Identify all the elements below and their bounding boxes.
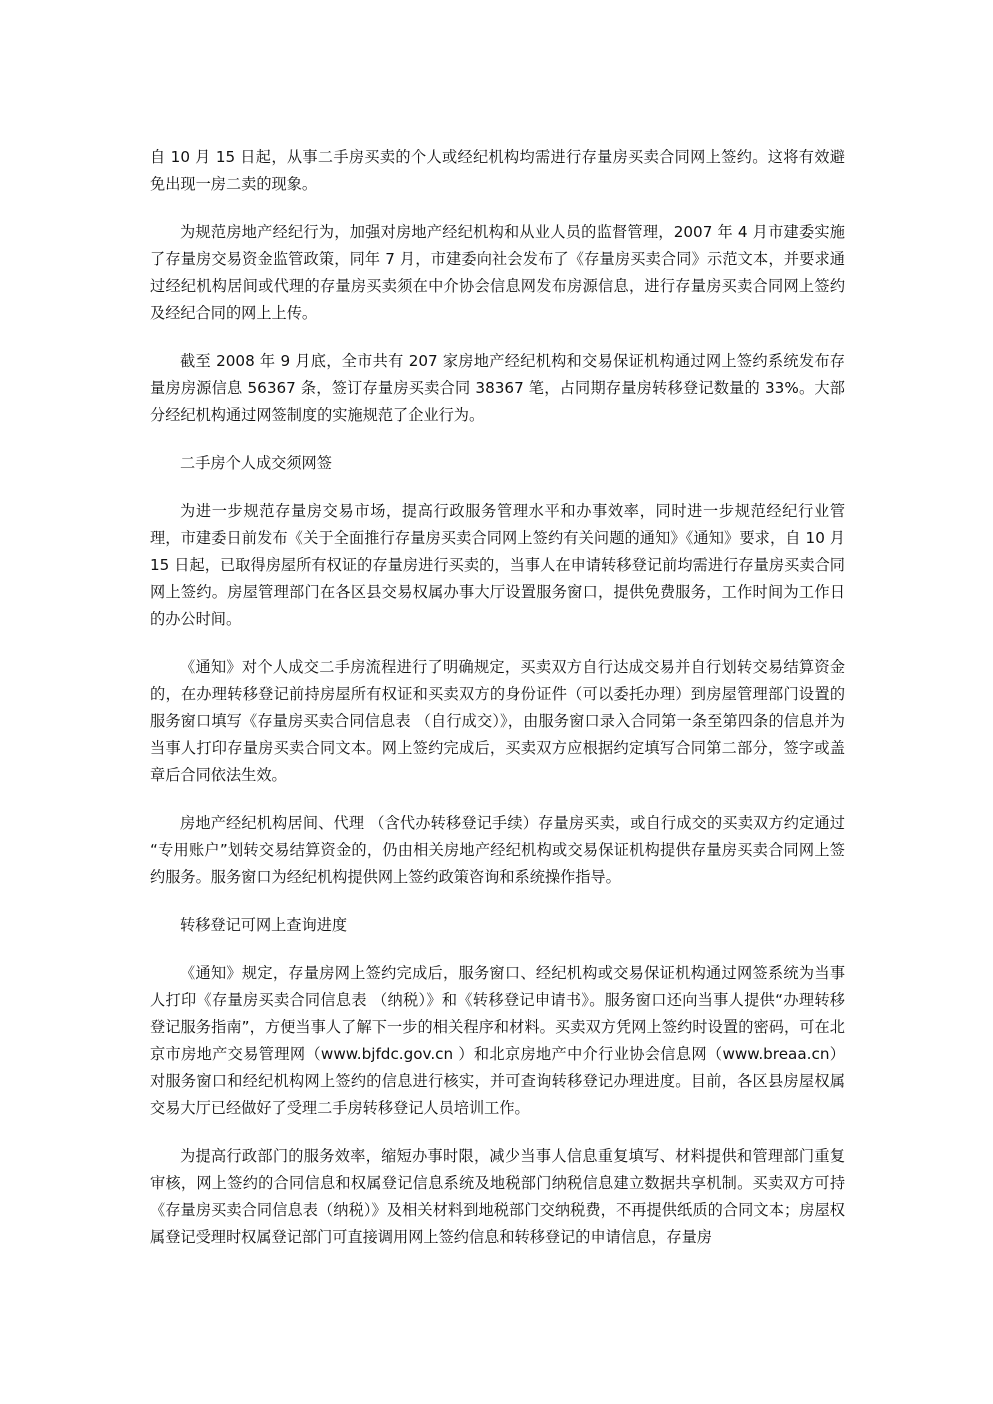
paragraph-intro: 自 10 月 15 日起，从事二手房买卖的个人或经纪机构均需进行存量房买卖合同网上签约。这将有效避免出现一房二卖的现象。 <box>150 148 845 193</box>
document-body <box>150 144 845 1272</box>
paragraph-regulation-background: 为规范房地产经纪行为，加强对房地产经纪机构和从业人员的监督管理，2007 年 4 月市建委实施了存量房交易资金监管政策，同年 7 月，市建委向社会发布了《存量房买卖合同》示范文本，并要求通过经纪机构居间或代理的存量房买卖须在中介协会信息网发布房源信息，进行存量房买卖合同网上签约及经纪合同的网上上传。 <box>150 223 845 322</box>
paragraph-individual-process: 《通知》对个人成交二手房流程进行了明确规定，买卖双方自行达成交易并自行划转交易结算资金的，在办理转移登记前持房屋所有权证和买卖双方的身份证件（可以委托办理）到房屋管理部门设置的服务窗口填写《存量房买卖合同信息表 （自行成交）》，由服务窗口录入合同第一条至第四条的信息并为当事人打印存量房买卖合同文本。网上签约完成后，买卖双方应根据约定填写合同第二部分，签字或盖章后合同依法生效。 <box>150 658 845 784</box>
paragraph-data-sharing: 为提高行政部门的服务效率，缩短办事时限，减少当事人信息重复填写、材料提供和管理部门重复审核，网上签约的合同信息和权属登记信息系统及地税部门纳税信息建立数据共享机制。买卖双方可持《存量房买卖合同信息表（纳税）》及相关材料到地税部门交纳税费，不再提供纸质的合同文本；房屋权属登记受理时权属登记部门可直接调用网上签约信息和转移登记的申请信息，存量房 <box>150 1147 845 1246</box>
section-heading-individual-signing: 二手房个人成交须网签 <box>180 454 332 472</box>
paragraph-agency-services: 房地产经纪机构居间、代理 （含代办转移登记手续）存量房买卖，或自行成交的买卖双方约定通过 “专用账户”划转交易结算资金的，仍由相关房地产经纪机构或交易保证机构提供存量房买卖合同网上签约服务。服务窗口为经纪机构提供网上签约政策咨询和系统操作指导。 <box>150 814 845 886</box>
section-heading-online-progress: 转移登记可网上查询进度 <box>180 916 348 934</box>
paragraph-statistics: 截至 2008 年 9 月底，全市共有 207 家房地产经纪机构和交易保证机构通过网上签约系统发布存量房房源信息 56367 条，签订存量房买卖合同 38367 笔，占同期存量房转移登记数量的 33%。大部分经纪机构通过网签制度的实施规范了企业行为。 <box>150 352 845 424</box>
paragraph-online-query: 《通知》规定，存量房网上签约完成后，服务窗口、经纪机构或交易保证机构通过网签系统为当事人打印《存量房买卖合同信息表 （纳税）》和《转移登记申请书》。服务窗口还向当事人提供“办理转移登记服务指南”，方便当事人了解下一步的相关程序和材料。买卖双方凭网上签约时设置的密码，可在北京市房地产交易管理网（www.bjfdc.gov.cn ）和北京房地产中介行业协会信息网（www.breaa.cn）对服务窗口和经纪机构网上签约的信息进行核实，并可查询转移登记办理进度。目前，各区县房屋权属交易大厅已经做好了受理二手房转移登记人员培训工作。 <box>150 964 845 1117</box>
paragraph-notice-requirements: 为进一步规范存量房交易市场，提高行政服务管理水平和办事效率，同时进一步规范经纪行业管理，市建委日前发布《关于全面推行存量房买卖合同网上签约有关问题的通知》《通知》要求，自 10 月 15 日起，已取得房屋所有权证的存量房进行买卖的，当事人在申请转移登记前均需进行存量房买卖合同网上签约。房屋管理部门在各区县交易权属办事大厅设置服务窗口，提供免费服务，工作时间为工作日的办公时间。 <box>150 502 845 628</box>
